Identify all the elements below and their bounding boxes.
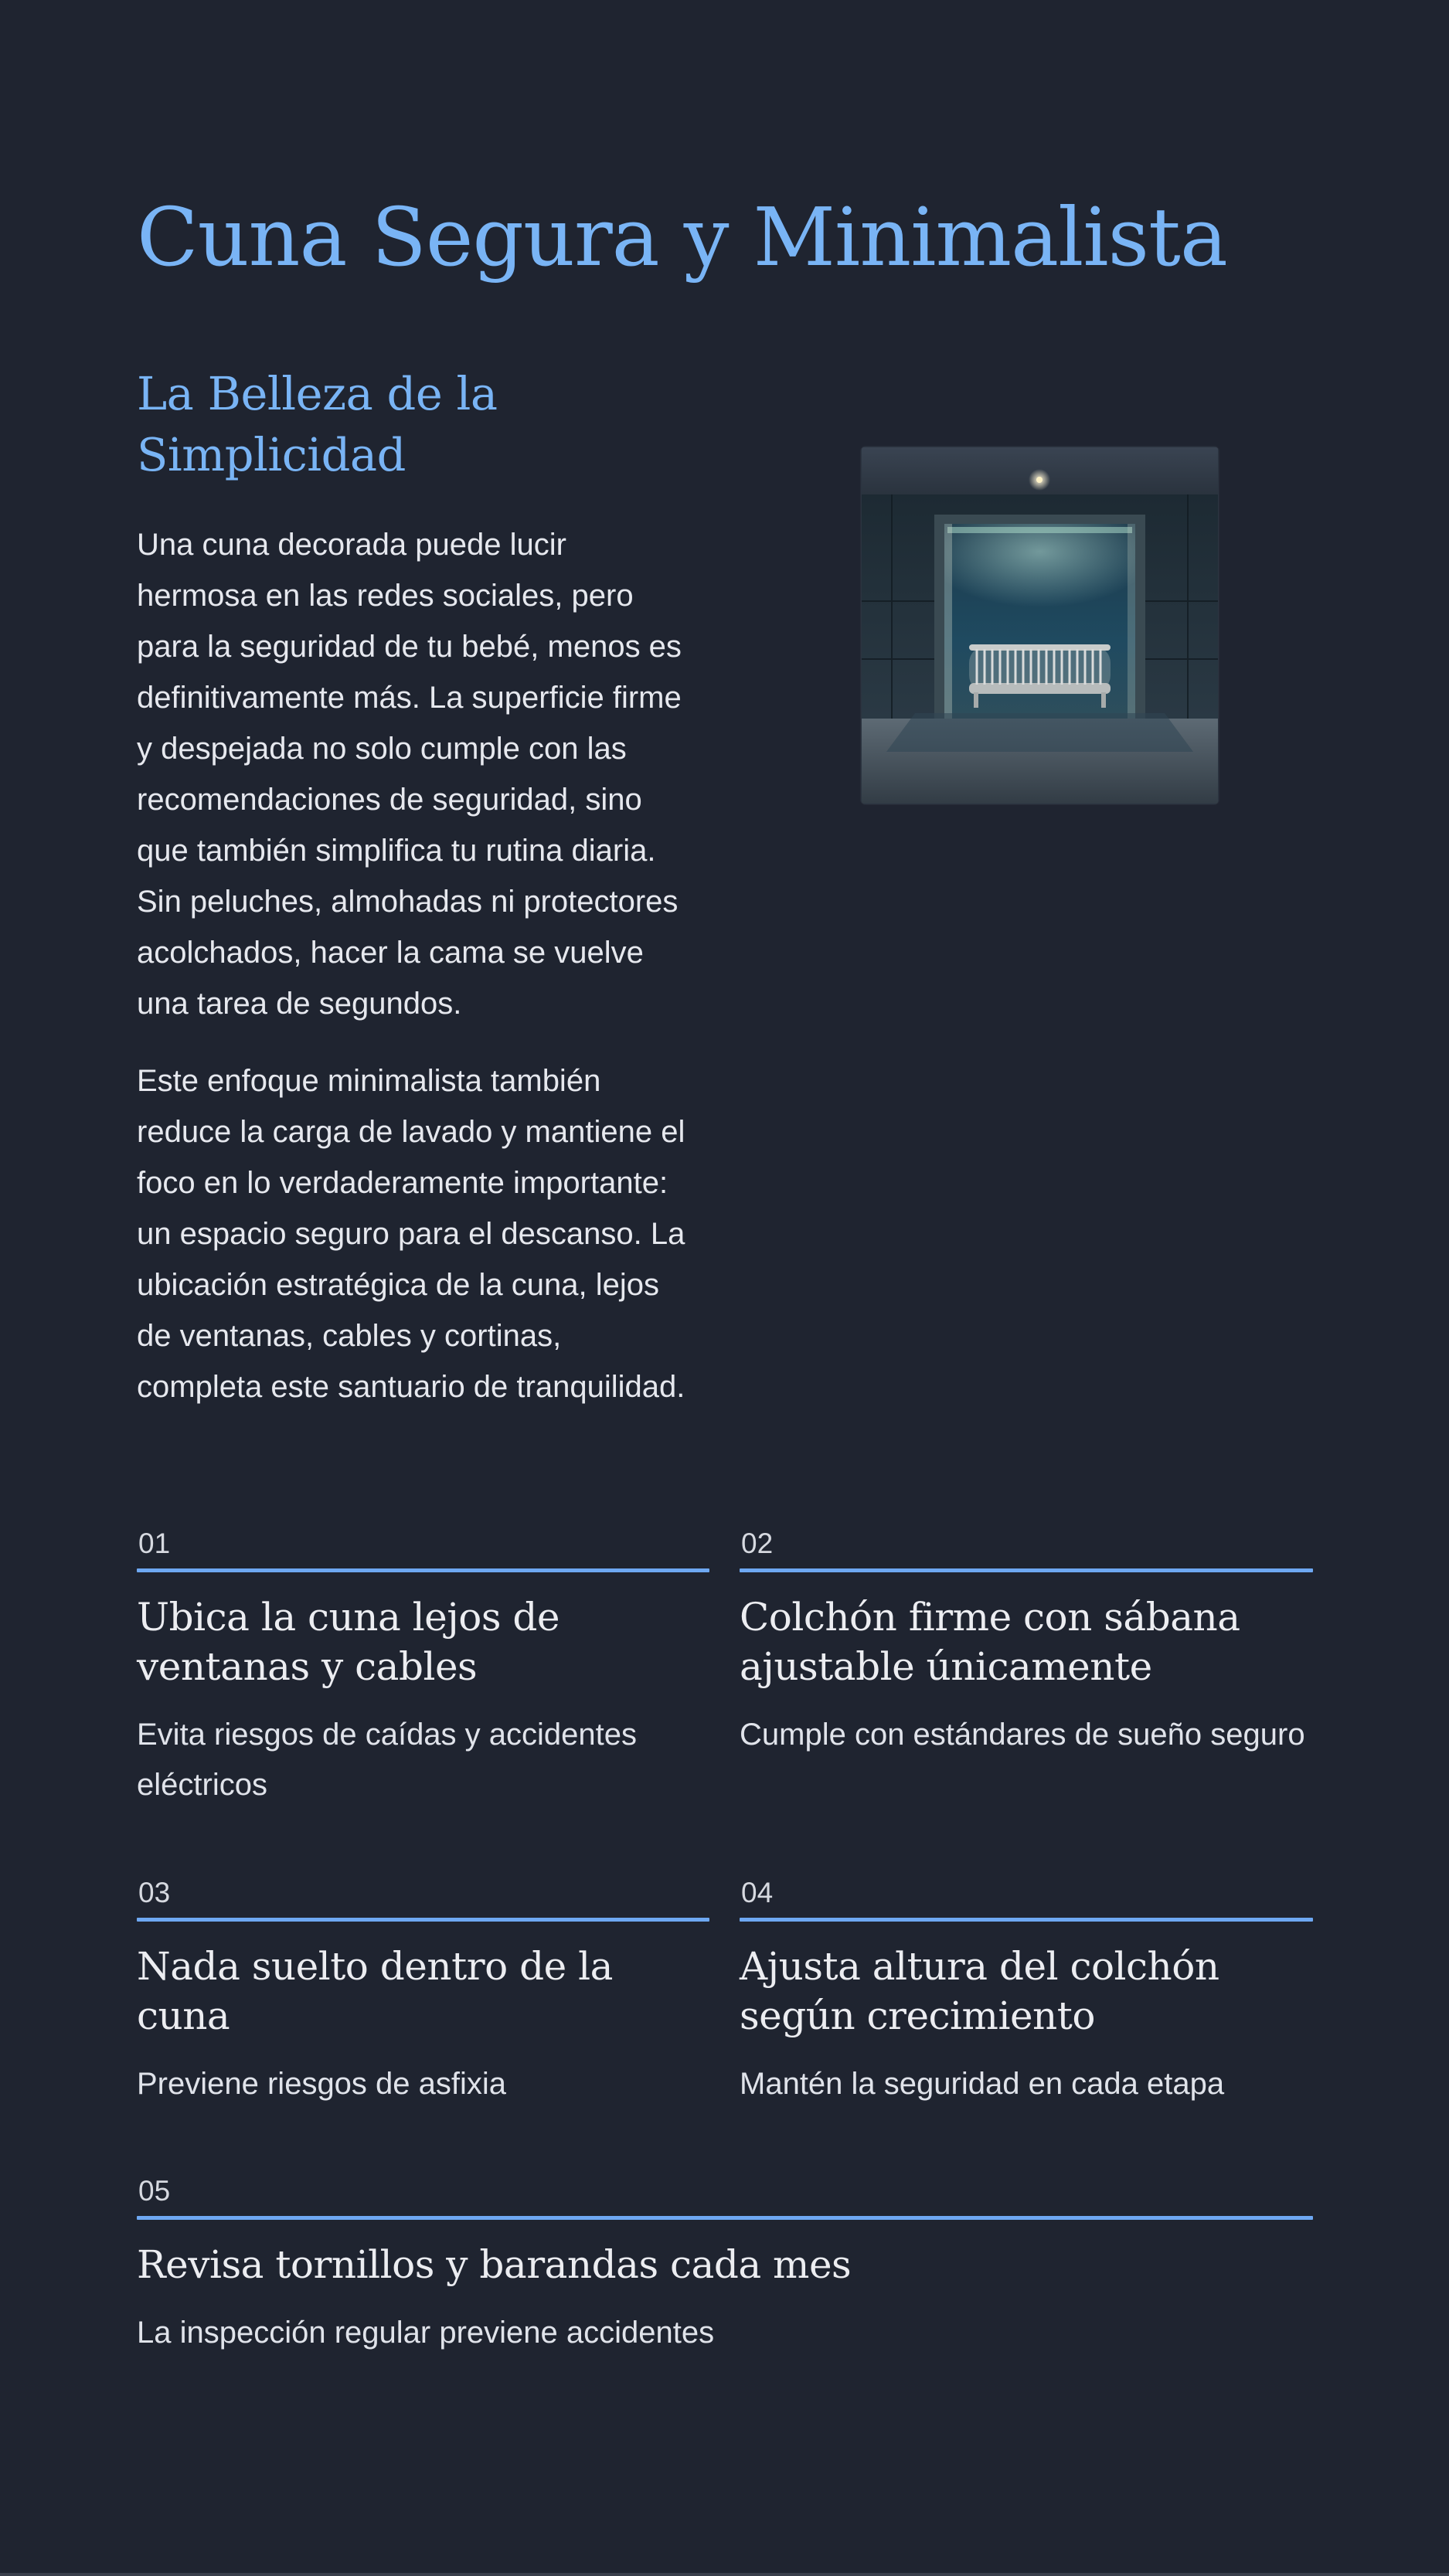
tip-number: 03: [138, 1877, 171, 1908]
tip-number: 05: [138, 2175, 171, 2207]
tip-card-5: [137, 2174, 1313, 2358]
tip-title: Ubica la cuna lejos de ventanas y cables: [137, 1595, 560, 1689]
tip-description: Evita riesgos de caídas y accidentes eléctricos: [137, 1718, 638, 1802]
tip-number: 02: [741, 1528, 774, 1559]
tip-divider: [137, 1568, 709, 1572]
tip-card-1: [137, 1527, 709, 1810]
tip-card-3: [137, 1876, 709, 2109]
tip-title: Nada suelto dentro de la cuna: [137, 1944, 613, 2038]
page-title: Cuna Segura y Minimalista: [137, 190, 1227, 284]
section-subtitle: La Belleza de la Simplicidad: [137, 367, 498, 481]
tip-divider: [740, 1568, 1313, 1572]
tip-description: Previene riesgos de asfixia: [137, 2067, 507, 2101]
intro-paragraph-2: Este enfoque minimalista también reduce la carga de lavado y mantiene el foco en lo verdaderamente importante: un espacio seguro para el descanso. La ubicación estratégica de la cuna, lejos de ventanas, cables y cortinas, completa este santuario de tranquilidad.: [137, 1064, 685, 1404]
intro-paragraph-1: Una cuna decorada puede lucir hermosa en las redes sociales, pero para la seguridad de tu bebé, menos es definitivamente más. La superficie firme y despejada no solo cumple con las recomendaciones de seguridad, sino que también simplifica tu rutina diaria. Sin peluches, almohadas ni protectores acolchados, hacer la cama se vuelve una tarea de segundos.: [137, 528, 682, 1021]
tip-number: 01: [138, 1528, 171, 1559]
bottom-divider: [0, 2573, 1449, 2576]
tip-title: Ajusta altura del colchón según crecimiento: [740, 1944, 1219, 2038]
tip-title: Colchón firme con sábana ajustable únicamente: [740, 1595, 1240, 1689]
tip-divider: [740, 1918, 1313, 1922]
crib-room-image: [861, 447, 1219, 804]
tip-divider: [137, 1918, 709, 1922]
tip-description: Cumple con estándares de sueño seguro: [740, 1718, 1305, 1752]
tip-description: Mantén la seguridad en cada etapa: [740, 2067, 1225, 2101]
tip-description: La inspección regular previene accidentes: [137, 2316, 715, 2350]
tip-card-2: [740, 1527, 1313, 1760]
tip-card-4: [740, 1876, 1313, 2109]
intro-section: [137, 363, 693, 1439]
tip-divider: [137, 2216, 1313, 2220]
tip-title: Revisa tornillos y barandas cada mes: [137, 2242, 852, 2287]
tip-number: 04: [741, 1877, 774, 1908]
